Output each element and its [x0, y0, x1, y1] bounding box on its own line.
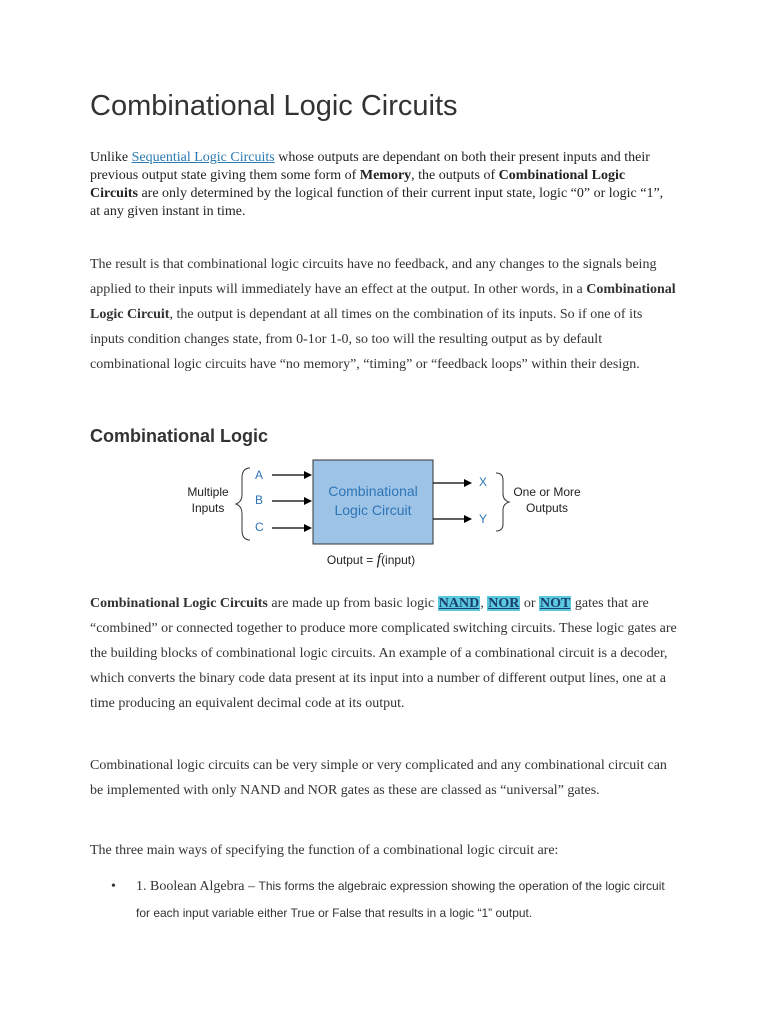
- nand-link[interactable]: NAND: [438, 596, 480, 611]
- inputs-label-line1: Multiple: [187, 485, 229, 499]
- output-formula: [327, 551, 415, 568]
- formula-function: f: [376, 551, 382, 568]
- page-title: Combinational Logic Circuits: [90, 90, 458, 122]
- formula-prefix: Output =: [326, 553, 377, 567]
- section-heading: Combinational Logic: [90, 426, 268, 446]
- input-b-label: B: [255, 493, 264, 507]
- inputs-label-line2: Inputs: [191, 501, 225, 515]
- input-c-label: C: [255, 520, 264, 534]
- list-item-text: [111, 873, 681, 927]
- output-x-label: X: [479, 475, 488, 489]
- inputs-brace: [236, 468, 250, 540]
- memory-term: Memory: [359, 168, 412, 183]
- intro-text: Unlike: [90, 150, 132, 165]
- specification-list: [111, 873, 681, 927]
- universal-paragraph: Combinational logic circuits can be very simple or very complicated and any combinational circuit can be implemented with only NAND and NOR gates as these are classed as “universal” gates.: [90, 758, 667, 798]
- clc-term: Combinational Logic Circuits: [90, 168, 626, 201]
- box-label-line1: Combinational: [328, 483, 418, 499]
- gates-separator: or: [520, 596, 540, 611]
- nor-link[interactable]: NOR: [488, 596, 520, 611]
- intro-paragraph: [90, 149, 675, 221]
- box-label-line2: Logic Circuit: [334, 502, 412, 518]
- gates-text: are made up from basic logic: [267, 596, 438, 611]
- ways-paragraph: The three main ways of specifying the function of a combinational logic circuit are:: [90, 843, 559, 858]
- intro-text: are only determined by the logical function of their current input state, logic “0” or logic “1”, at any given instant in time.: [90, 186, 664, 219]
- combinational-logic-diagram: [178, 458, 598, 574]
- intro-text: , the outputs of: [411, 168, 499, 183]
- input-a-label: A: [255, 468, 264, 482]
- sequential-logic-link[interactable]: Sequential Logic Circuits: [131, 150, 275, 165]
- result-text: The result is that combinational logic circuits have no feedback, and any changes to the signals being applied to their inputs will immediately have an effect at the output. In other words, in a: [90, 257, 657, 297]
- intro-text: whose outputs are dependant on both their present inputs and their previous output state giving them some form of: [90, 150, 650, 183]
- gates-text: gates that are “combined” or connected together to produce more complicated switching circuits. These logic gates are the building blocks of combinational logic circuits. An example of a combinational circuit is a decoder, which converts the binary code data present at its input into a number of different output lines, one at a time producing an equivalent decimal code at its output.: [90, 596, 677, 711]
- not-link[interactable]: NOT: [540, 596, 571, 611]
- list-item: [111, 873, 681, 927]
- result-text: , the output is dependant at all times on the combination of its inputs. So if one of its inputs condition changes state, from 0-1or 1-0, so too will the resulting output as by default combinational logic circuits have “no memory”, “timing” or “feedback loops” within their design.: [90, 307, 643, 372]
- gates-paragraph: [90, 591, 680, 716]
- output-y-label: Y: [479, 512, 488, 526]
- clc-term: Combinational Logic Circuits: [90, 596, 268, 611]
- bullet-icon: •: [111, 879, 116, 894]
- list-item-lead: 1. Boolean Algebra –: [136, 879, 259, 894]
- outputs-brace: [496, 473, 509, 531]
- outputs-label-line1: One or More: [513, 485, 581, 499]
- formula-suffix: (input): [381, 553, 416, 567]
- gates-separator: ,: [480, 596, 488, 611]
- list-item-description: This forms the algebraic expression showing the operation of the logic circuit for each input variable either True or False that results in a logic “1” output.: [136, 879, 665, 920]
- outputs-label-line2: Outputs: [525, 501, 569, 515]
- clc-term: Combinational Logic Circuit: [90, 282, 676, 322]
- result-paragraph: [90, 252, 680, 377]
